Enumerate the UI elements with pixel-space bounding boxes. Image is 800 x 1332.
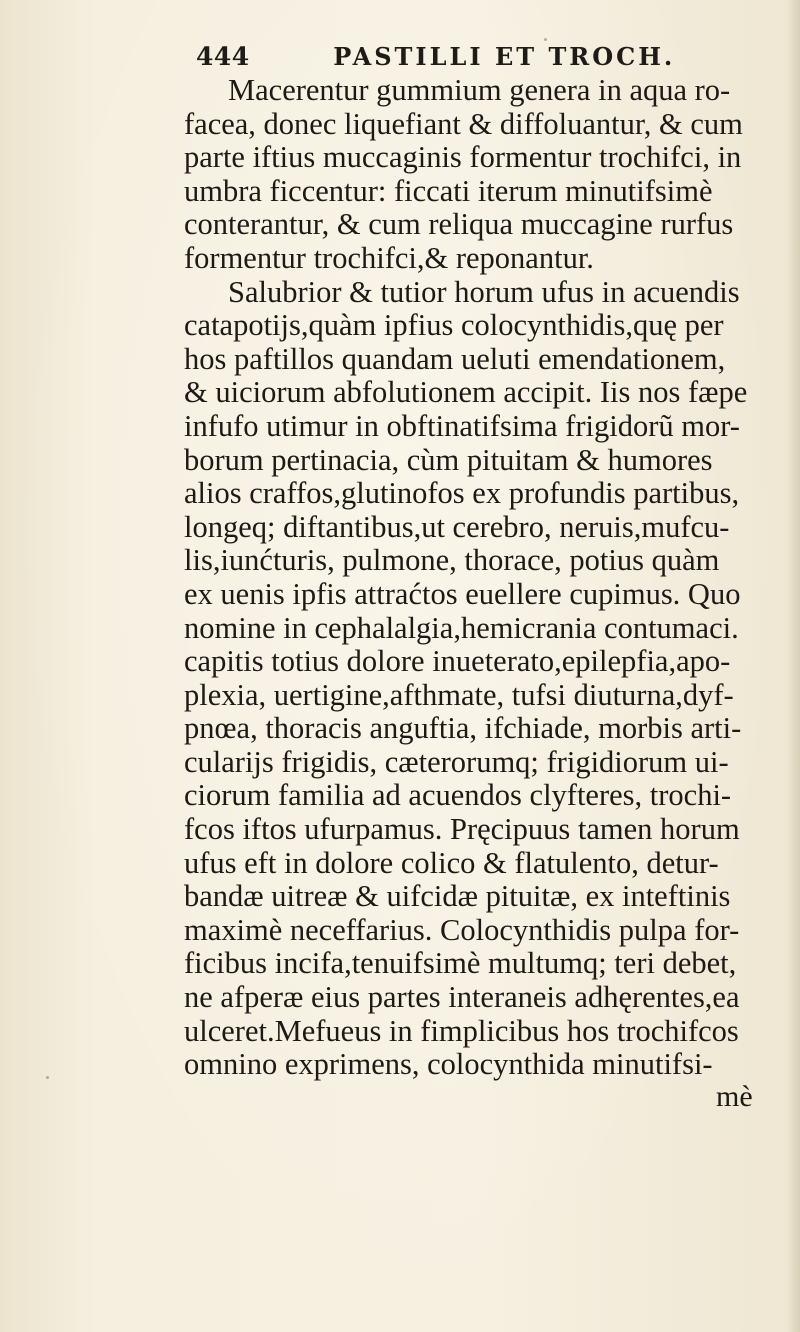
text-line: umbra ficcentur: ficcati iterum minutifsimè [184, 173, 713, 208]
text-line: facea, donec liquefiant & diffoluantur, & cum [184, 106, 743, 141]
text-line: ciorum familia ad acuendos clyfteres, trochi- [184, 778, 732, 813]
text-line: maximè neceffarius. Colocynthidis pulpa for- [184, 912, 740, 947]
catchword: mè [716, 1080, 753, 1113]
text-line: hos paftillos quandam ueluti emendationem, [184, 341, 726, 376]
text-line: cularijs frigidis, cæterorumq; frigidiorum ui- [184, 744, 729, 779]
text-line: capitis totius dolore inueterato,epilepfia,apo- [184, 644, 731, 679]
text-line: ulceret.Mefueus in fimplicibus hos trochifcos [184, 1013, 739, 1048]
text-line: bandæ uitreæ & uifcidæ pituitæ, ex inteftinis [184, 879, 731, 914]
text-line: conterantur, & cum reliqua muccagine rurfus [184, 207, 734, 242]
text-line: infufo utimur in obftinatifsima frigidorũ mor- [184, 408, 740, 443]
text-line: & uiciorum abfolutionem accipit. Iis nos fæpe [184, 375, 748, 410]
running-title: PASTILLI ET TROCH. [333, 42, 676, 71]
text-line: ficibus incifa,tenuifsimè multumq; teri debet, [184, 946, 737, 981]
text-line: longeq; diftantibus,ut cerebro, neruis,mufcu- [184, 509, 730, 544]
paper-speck [46, 1076, 49, 1079]
text-line: borum pertinacia, cùm pituitam & humores [184, 442, 713, 477]
paper-speck [544, 38, 547, 41]
text-line: catapotijs,quàm ipfius colocynthidis,quę per [184, 308, 724, 343]
page-number: 444 [196, 42, 250, 71]
text-line: parte iftius muccaginis formentur trochifci, in [184, 140, 742, 175]
text-line: formentur trochifci,& reponantur. [184, 240, 594, 275]
body-text [184, 74, 790, 1082]
text-line: Salubrior & tutior horum ufus in acuendis [228, 274, 740, 309]
text-line: ex uenis ipfis attraćtos euellere cupimus. Quo [184, 576, 741, 611]
text-line: Macerentur gummium genera in aqua ro- [228, 73, 731, 107]
text-line: pnœa, thoracis anguftia, ifchiade, morbis arti- [184, 711, 742, 746]
text-line: ufus eft in dolore colico & flatulento, detur- [184, 845, 719, 880]
text-line: nomine in cephalalgia,hemicrania contumaci. [184, 610, 739, 645]
text-line: lis,iunćturis, pulmone, thorace, potius quàm [184, 543, 720, 578]
text-line: ne afperæ eius partes interaneis adhęrentes,ea [184, 980, 740, 1015]
page-header [196, 42, 716, 71]
text-line: plexia, uertigine,afthmate, tufsi diuturna,dyf- [184, 677, 734, 712]
text-line: omnino exprimens, colocynthida minutifsi- [184, 1047, 713, 1082]
text-line: alios craffos,glutinofos ex profundis partibus, [184, 476, 740, 511]
text-line: fcos iftos ufurpamus. Pręcipuus tamen horum [184, 812, 740, 847]
